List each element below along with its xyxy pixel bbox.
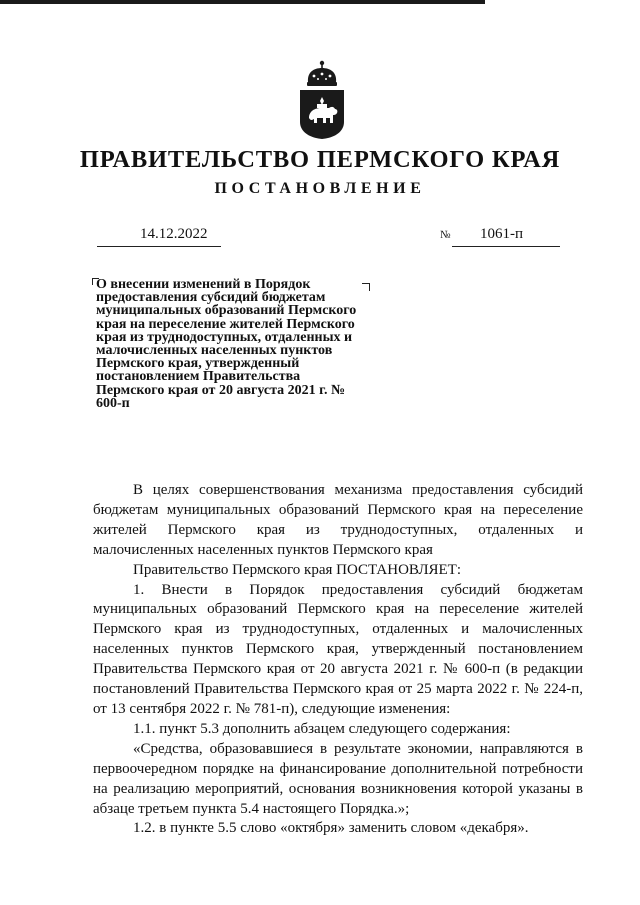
item-1-2-paragraph: 1.2. в пункте 5.5 слово «октября» заменить словом «декабря». <box>133 820 529 837</box>
perm-krai-coat-of-arms-icon <box>296 60 348 140</box>
document-number: 1061-п <box>480 226 524 242</box>
resolution-clause: Правительство Пермского края ПОСТАНОВЛЯЕТ: <box>133 561 462 578</box>
document-subject: О внесении изменений в Порядок предоставления субсидий бюджетам муниципальных образований Пермского края на переселение жителей Пермского края из труднодоступных, отдаленных и малочисленных населенных пунктов Пермского края, утвержденный постановлением Правительства Пермского края от 20 августа 2021 г. № 600-п <box>96 277 357 411</box>
scan-top-edge <box>0 0 485 4</box>
item-1-1-paragraph: 1.1. пункт 5.3 дополнить абзацем следующего содержания: <box>133 720 511 737</box>
number-underline <box>452 246 560 247</box>
government-title: ПРАВИТЕЛЬСТВО ПЕРМСКОГО КРАЯ <box>79 146 561 173</box>
document-body <box>93 481 583 839</box>
date-underline <box>97 246 221 247</box>
document-date: 14.12.2022 <box>140 226 208 242</box>
preamble-paragraph: В целях совершенствования механизма предоставления субсидий бюджетам муниципальных образований Пермского края на переселение жителей Пермского края из труднодоступных, отдаленных и малочисленных населенных пунктов Пермского края <box>93 482 583 558</box>
document-type: ПОСТАНОВЛЕНИЕ <box>214 180 426 197</box>
quoted-amendment-paragraph: «Средства, образовавшиеся в результате экономии, направляются в первоочередном порядке на финансирование дополнительной потребности на реализацию мероприятий, основания возникновения которой указаны в абзаце третьем пункта 5.4 настоящего Порядка.»; <box>93 740 583 817</box>
item-1-paragraph: 1. Внести в Порядок предоставления субсидий бюджетам муниципальных образований Пермского края на переселение жителей Пермского края из труднодоступных, отдаленных и малочисленных населенных пунктов Пермского края, утвержденный постановлением Правительства Пермского края от 20 августа 2021 г. № 600-п (в редакции постановлений Правительства Пермского края от 25 марта 2022 г. № 224-п, от 13 сентября 2022 г. № 781-п), следующие изменения: <box>93 581 583 717</box>
number-sign: № <box>440 229 451 241</box>
